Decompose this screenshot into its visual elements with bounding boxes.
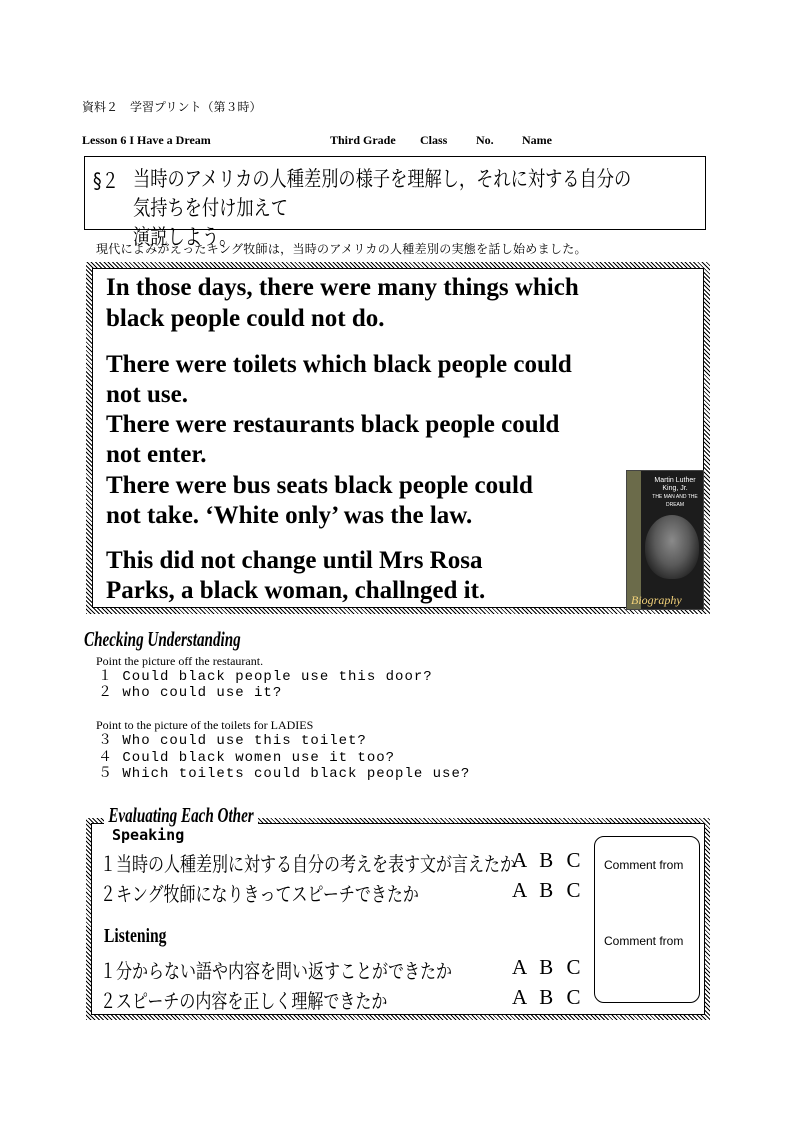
speech-line: not enter. <box>106 441 207 468</box>
name-label: Name <box>522 133 552 147</box>
section-objective-line: 当時のアメリカの人種差別の様子を理解し，それに対する自分の気持ちを付け加えて <box>133 167 632 220</box>
instruction-restaurant: Point the picture off the restaurant. <box>96 654 264 668</box>
question-4: ４ Could black women use it too? <box>98 750 396 766</box>
speech-line: There were toilets which black people could <box>106 351 572 378</box>
question-2: ２ who could use it? <box>98 685 283 701</box>
comment-label-speaking: Comment from <box>604 858 684 872</box>
checking-understanding-heading: Checking Understanding <box>84 627 241 651</box>
comment-label-listening: Comment from <box>604 934 684 948</box>
cover-subtitle: THE MAN AND THE DREAM <box>652 494 698 508</box>
cover-title-name: Martin Luther King, Jr. <box>654 477 696 492</box>
question-5: ５ Which toilets could black people use? <box>98 766 471 782</box>
question-1: １ Could black people use this door? <box>98 669 433 685</box>
document-title: 資料２ 学習プリント（第３時） <box>82 100 262 114</box>
cover-brand: Biography <box>631 593 682 607</box>
section-mark: §２ <box>93 169 119 193</box>
speech-line: This did not change until Mrs Rosa <box>106 547 483 574</box>
listening-item-2: ２スピーチの内容を正しく理解できたか <box>100 989 388 1013</box>
rating-abc[interactable]: A B C <box>512 985 581 1009</box>
number-label: No. <box>476 133 494 147</box>
speaking-heading: Speaking <box>112 826 185 844</box>
mlk-book-cover-image <box>626 470 704 610</box>
rating-abc[interactable]: A B C <box>512 955 581 979</box>
speech-line: not use. <box>106 381 188 408</box>
grade-label: Third Grade <box>330 133 396 147</box>
speaking-item-1: １当時の人種差別に対する自分の考えを表す文が言えたか <box>100 852 516 876</box>
intro-text: 現代によみがえったキング牧師は，当時のアメリカの人種差別の実態を話し始めました。 <box>96 242 587 256</box>
class-label: Class <box>420 133 448 147</box>
instruction-toilets: Point to the picture of the toilets for LADIES <box>96 718 314 732</box>
portrait <box>645 515 699 579</box>
section-objective-line: 演説しよう。 <box>133 225 237 249</box>
lesson-header <box>82 133 722 149</box>
speech-line: Parks, a black woman, challnged it. <box>106 577 486 604</box>
listening-item-1: １分からない語や内容を問い返すことができたか <box>100 959 452 983</box>
question-3: ３ Who could use this toilet? <box>98 733 367 749</box>
speaking-item-2: ２キング牧師になりきってスピーチできたか <box>100 882 419 906</box>
speech-line: black people could not do. <box>106 305 385 332</box>
lesson-title: Lesson 6 I Have a Dream <box>82 133 211 147</box>
listening-heading: Listening <box>104 925 167 947</box>
speech-line: There were restaurants black people could <box>106 411 560 438</box>
section-objective <box>133 165 641 252</box>
evaluation-heading: Evaluating Each Other <box>104 803 258 828</box>
speech-line: not take. ‘White only’ was the law. <box>106 502 473 529</box>
rating-abc[interactable]: A B C <box>512 878 581 902</box>
speech-line: There were bus seats black people could <box>106 472 533 499</box>
speech-line: In those days, there were many things which <box>106 274 579 301</box>
cover-title <box>647 477 703 509</box>
cover-strip <box>627 471 641 610</box>
rating-abc[interactable]: A B C <box>512 848 581 872</box>
